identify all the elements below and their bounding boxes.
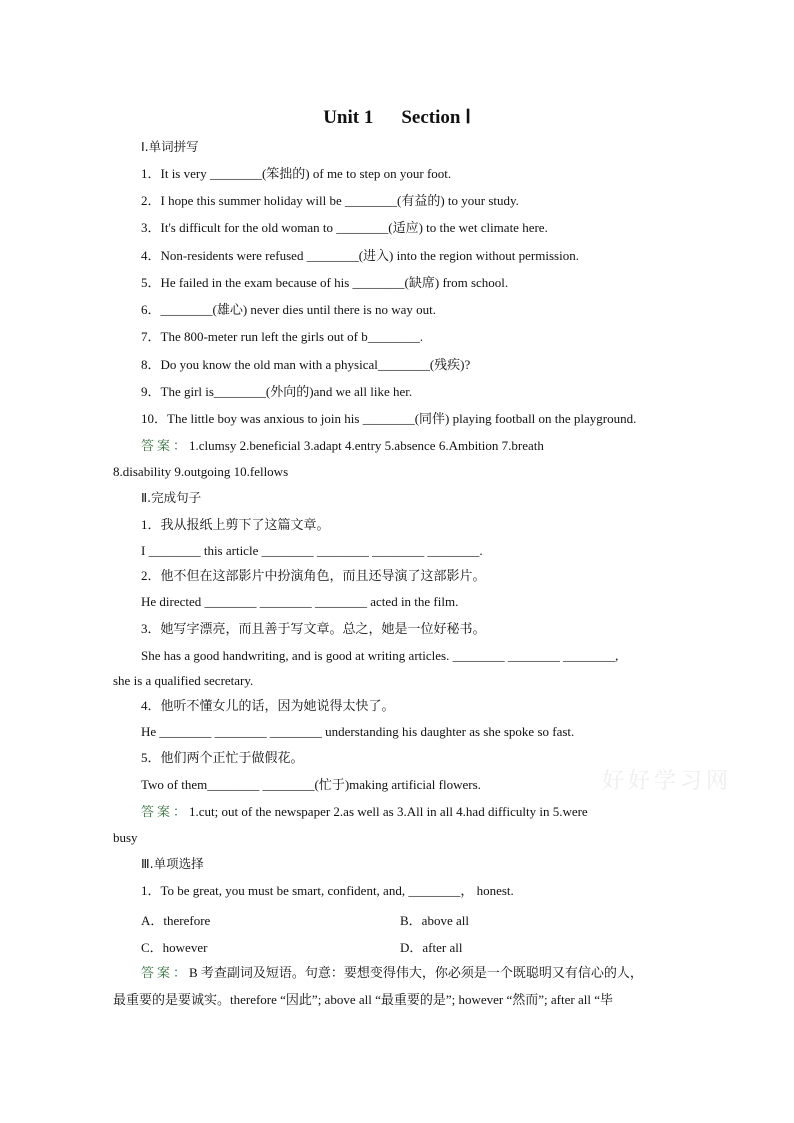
sentence-line-9: He ________ ________ ________ understanding his daughter as she spoke so fast. — [141, 724, 575, 739]
option-c: C．however — [141, 940, 208, 955]
vocab-item-6: 6．________(雄心) never dies until there is no way out. — [141, 302, 436, 317]
title-section: Section Ⅰ — [401, 107, 471, 128]
option-a: A．therefore — [141, 913, 211, 928]
answer-3-cont: 最重要的是要诚实。therefore “因此”; above all “最重要的是”; however “然而”; after all “毕 — [113, 992, 613, 1007]
vocab-item-5: 5．He failed in the exam because of his ________(缺席) from school. — [141, 275, 509, 290]
watermark: 好好学习网 — [602, 769, 733, 794]
vocab-item-9: 9．The girl is________(外向的)and we all like her. — [141, 384, 413, 399]
section-heading-3: Ⅲ.单项选择 — [141, 856, 204, 871]
option-d: D．after all — [400, 940, 463, 955]
option-b: B．above all — [400, 913, 469, 928]
answer-label: 答案： — [141, 965, 190, 980]
page-title — [0, 106, 794, 129]
sentence-line-5: 3．她写字漂亮，而且善于写文章。总之，她是一位好秘书。 — [141, 621, 486, 636]
sentence-line-10: 5．他们两个正忙于做假花。 — [141, 750, 304, 765]
sentence-line-3: 2．他不但在这部影片中扮演角色，而且还导演了这部影片。 — [141, 568, 486, 583]
sentence-line-2: I ________ this article ________ ________ ________ ________. — [141, 543, 483, 558]
sentence-line-7: she is a qualified secretary. — [113, 673, 254, 688]
sentence-line-4: He directed ________ ________ ________ acted in the film. — [141, 594, 459, 609]
answer-2 — [141, 804, 588, 820]
vocab-item-2: 2．I hope this summer holiday will be ________(有益的) to your study. — [141, 193, 519, 208]
answer-2-cont: busy — [113, 830, 138, 845]
title-unit: Unit 1 — [323, 107, 374, 128]
vocab-item-1: 1．It is very ________(笨拙的) of me to step on your foot. — [141, 166, 452, 181]
answer-text: 1.cut; out of the newspaper 2.as well as 3.All in all 4.had difficulty in 5.were — [189, 804, 588, 819]
vocab-item-10: 10．The little boy was anxious to join his ________(同伴) playing football on the playground. — [141, 411, 637, 426]
sentence-line-11: Two of them________ ________(忙于)making artificial flowers. — [141, 777, 481, 792]
vocab-item-4: 4．Non-residents were refused ________(进入) into the region without permission. — [141, 248, 579, 263]
vocab-item-3: 3．It's difficult for the old woman to ________(适应) to the wet climate here. — [141, 220, 548, 235]
answer-1-cont: 8.disability 9.outgoing 10.fellows — [113, 464, 289, 479]
answer-label: 答案： — [141, 438, 190, 453]
answer-text: 1.clumsy 2.beneficial 3.adapt 4.entry 5.absence 6.Ambition 7.breath — [189, 438, 544, 453]
answer-1 — [141, 438, 544, 454]
sentence-line-6: She has a good handwriting, and is good at writing articles. ________ ________ ________, — [141, 648, 619, 663]
vocab-item-8: 8．Do you know the old man with a physical________(残疾)? — [141, 357, 471, 372]
sentence-line-1: 1．我从报纸上剪下了这篇文章。 — [141, 517, 330, 532]
section-heading-1: Ⅰ.单词拼写 — [141, 139, 199, 154]
answer-3 — [141, 965, 643, 981]
section-heading-2: Ⅱ.完成句子 — [141, 490, 202, 505]
vocab-item-7: 7．The 800-meter run left the girls out of b________. — [141, 329, 423, 344]
sentence-line-8: 4．他听不懂女儿的话，因为她说得太快了。 — [141, 698, 395, 713]
answer-text: B 考查副词及短语。句意：要想变得伟大，你必须是一个既聪明又有信心的人， — [189, 965, 643, 980]
answer-label: 答案： — [141, 804, 190, 819]
mc-question-1: 1．To be great, you must be smart, confident, and, ________， honest. — [141, 883, 514, 898]
